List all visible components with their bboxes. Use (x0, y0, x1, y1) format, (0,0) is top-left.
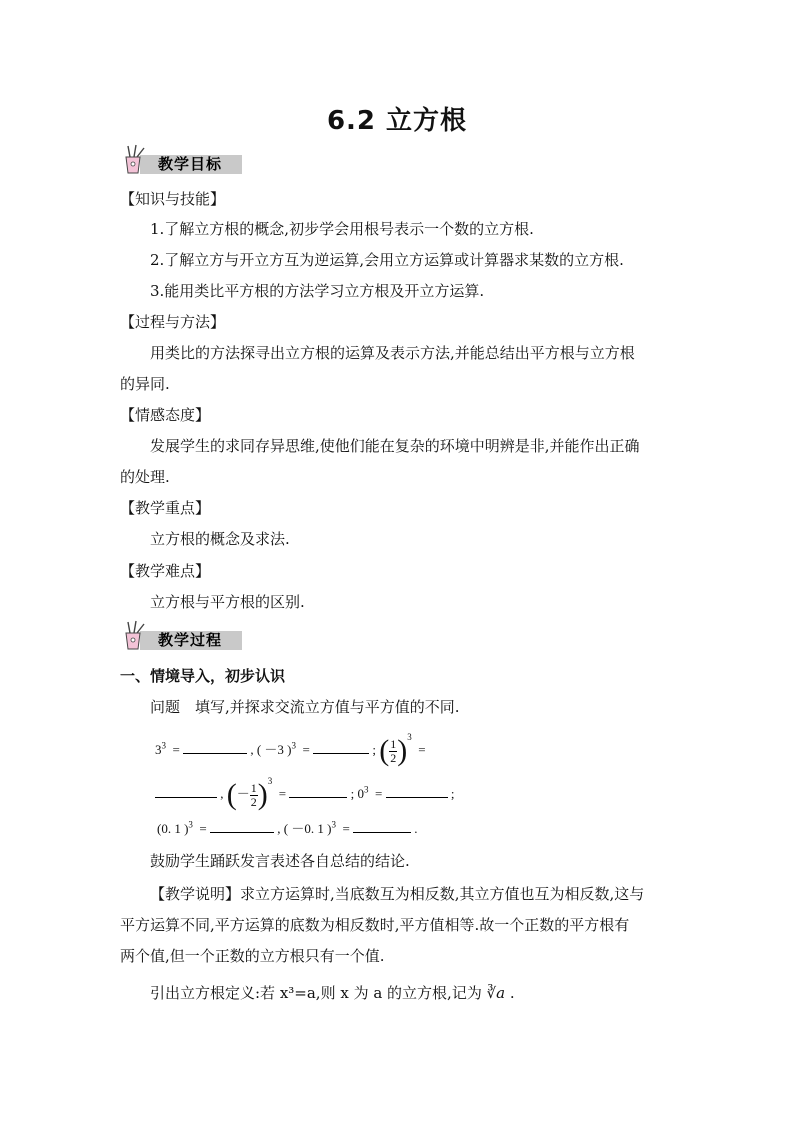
paragraph: 鼓励学生踊跃发言表述各自总结的结论. (150, 852, 410, 870)
math-base: ( －0. 1 ) (283, 821, 332, 836)
math-base: ( －3 ) (256, 742, 292, 757)
section-heading: 一、情境导入，初步认识 (120, 667, 286, 685)
teaching-note: 【教学说明】求立方运算时,当底数互为相反数,其立方值也互为相反数,这与 (150, 885, 645, 903)
math-line-1: $3^3$ = , ( －3 )$^3$ = ; ( $\frac{1}{2}$ )$^3$ = (155, 732, 426, 768)
fraction: $\frac{1}{2}$ (250, 780, 257, 809)
fraction: $\frac{1}{2}$ (390, 736, 397, 765)
math-base: 0 (357, 786, 364, 801)
paragraph: 的异同. (120, 375, 170, 393)
math-line-2: , (－ $\frac{1}{2}$ )$^3$ = ; $0^3$ = ; (155, 776, 454, 810)
heading-difficulties: 【教学难点】 (120, 562, 211, 580)
problem-statement: 问题 填写,并探求交流立方值与平方值的不同. (150, 698, 460, 716)
heading-process-method: 【过程与方法】 (120, 313, 226, 331)
heading-attitude: 【情感态度】 (120, 406, 211, 424)
objective-item-1: 1.了解立方根的概念,初步学会用根号表示一个数的立方根. (150, 220, 534, 238)
paragraph: 发展学生的求同存异思维,使他们能在复杂的环境中明辨是非,并能作出正确 (150, 437, 640, 455)
teaching-note: 平方运算不同,平方运算的底数为相反数时,平方值相等.故一个正数的平方根有 (120, 916, 630, 934)
answer-blank[interactable] (210, 820, 274, 833)
objective-item-3: 3.能用类比平方根的方法学习立方根及开立方运算. (150, 282, 485, 300)
math-base: (0. 1 ) (157, 821, 189, 836)
answer-blank[interactable] (289, 785, 347, 798)
badge-label: 教学目标 (158, 155, 223, 173)
math-base: 3 (155, 742, 162, 757)
answer-blank[interactable] (183, 741, 247, 754)
section-badge-process (118, 619, 242, 651)
paragraph: 立方根与平方根的区别. (150, 593, 305, 611)
badge-label: 教学过程 (158, 631, 223, 649)
definition-line: 引出立方根定义:若 x³=a,则 x 为 a 的立方根,记为 ∛a . (150, 984, 515, 1002)
answer-blank[interactable] (353, 820, 411, 833)
cube-root-expression: ∛a (486, 984, 506, 1002)
heading-knowledge: 【知识与技能】 (120, 190, 226, 208)
teaching-note: 两个值,但一个正数的立方根只有一个值. (120, 947, 385, 965)
paragraph: 用类比的方法探寻出立方根的运算及表示方法,并能总结出平方根与立方根 (150, 344, 635, 362)
math-line-3: (0. 1 )$^3$ = , ( －0. 1 )$^3$ = . (157, 819, 418, 836)
answer-blank[interactable] (313, 741, 369, 754)
pen-holder-icon (118, 143, 154, 175)
pen-holder-icon (118, 619, 154, 651)
page-title: 6.2 立方根 (326, 106, 468, 136)
heading-key-points: 【教学重点】 (120, 499, 211, 517)
paragraph: 的处理. (120, 468, 170, 486)
section-badge-objectives (118, 143, 242, 175)
paragraph: 立方根的概念及求法. (150, 530, 290, 548)
answer-blank[interactable] (155, 785, 217, 798)
objective-item-2: 2.了解立方与开立方互为逆运算,会用立方运算或计算器求某数的立方根. (150, 251, 624, 269)
answer-blank[interactable] (386, 785, 448, 798)
